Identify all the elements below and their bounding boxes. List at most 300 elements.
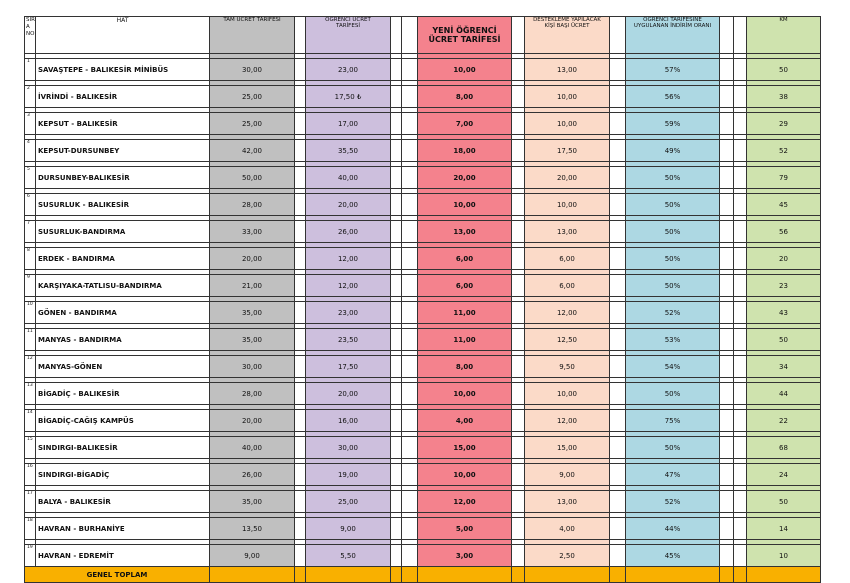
tam-ucret-value: 33,00 — [210, 221, 295, 243]
row-number: 11 — [25, 329, 36, 351]
destekleme-value: 10,00 — [525, 383, 610, 405]
spacer-cell — [402, 221, 418, 243]
spacer-cell — [512, 437, 525, 459]
tam-ucret-value: 42,00 — [210, 140, 295, 162]
km-value: 50 — [747, 491, 821, 513]
yeni-ogrenci-value: 18,00 — [418, 140, 512, 162]
spacer-cell — [512, 17, 525, 54]
header-yeni-ogrenci: YENİ ÖĞRENCİ ÜCRET TARİFESİ — [418, 17, 512, 54]
ogrenci-ucret-value: 19,00 — [306, 464, 391, 486]
km-value: 38 — [747, 86, 821, 108]
destekleme-value: 2,50 — [525, 545, 610, 567]
spacer-cell — [391, 248, 402, 270]
ogrenci-ucret-value: 35,50 — [306, 140, 391, 162]
spacer-cell — [512, 275, 525, 297]
spacer-cell — [610, 86, 626, 108]
spacer-cell — [734, 464, 747, 486]
route-name: KARŞIYAKA-TATLISU-BANDIRMA — [36, 275, 210, 297]
spacer-cell — [734, 545, 747, 567]
tam-ucret-value: 9,00 — [210, 545, 295, 567]
spacer-cell — [402, 464, 418, 486]
total-cell — [720, 567, 734, 583]
spacer-cell — [512, 464, 525, 486]
spacer-cell — [295, 410, 306, 432]
spacer-cell — [610, 545, 626, 567]
indirim-orani-value: 50% — [626, 248, 720, 270]
spacer-cell — [512, 113, 525, 135]
yeni-ogrenci-value: 6,00 — [418, 248, 512, 270]
tam-ucret-value: 30,00 — [210, 59, 295, 81]
row-number: 9 — [25, 275, 36, 297]
table-row — [25, 140, 821, 162]
spacer-cell — [402, 167, 418, 189]
header-km: KM — [747, 17, 821, 54]
spacer-cell — [720, 302, 734, 324]
tam-ucret-value: 30,00 — [210, 356, 295, 378]
route-name: SAVAŞTEPE - BALIKESİR MİNİBÜS — [36, 59, 210, 81]
total-cell — [306, 567, 391, 583]
destekleme-value: 13,00 — [525, 59, 610, 81]
route-name: SINDIRGI-BİGADİÇ — [36, 464, 210, 486]
indirim-orani-value: 75% — [626, 410, 720, 432]
route-name: BALYA - BALIKESİR — [36, 491, 210, 513]
spacer-cell — [295, 167, 306, 189]
spacer-cell — [391, 518, 402, 540]
ogrenci-ucret-value: 25,00 — [306, 491, 391, 513]
spacer-cell — [610, 221, 626, 243]
spacer-cell — [610, 275, 626, 297]
row-number: 17 — [25, 491, 36, 513]
spacer-cell — [391, 221, 402, 243]
spacer-cell — [734, 113, 747, 135]
tam-ucret-value: 25,00 — [210, 113, 295, 135]
spacer-cell — [734, 383, 747, 405]
total-cell — [747, 567, 821, 583]
spacer-cell — [402, 383, 418, 405]
table-row — [25, 275, 821, 297]
spacer-cell — [391, 356, 402, 378]
spacer-cell — [391, 545, 402, 567]
spacer-cell — [295, 59, 306, 81]
total-cell — [210, 567, 295, 583]
km-value: 23 — [747, 275, 821, 297]
destekleme-value: 12,00 — [525, 302, 610, 324]
spacer-cell — [512, 302, 525, 324]
total-cell — [610, 567, 626, 583]
route-name: KEPSUT - BALIKESİR — [36, 113, 210, 135]
destekleme-value: 20,00 — [525, 167, 610, 189]
destekleme-value: 10,00 — [525, 113, 610, 135]
spacer-cell — [512, 329, 525, 351]
spacer-cell — [610, 437, 626, 459]
table-row — [25, 545, 821, 567]
yeni-ogrenci-value: 15,00 — [418, 437, 512, 459]
spacer-cell — [610, 356, 626, 378]
route-name: HAVRAN - EDREMİT — [36, 545, 210, 567]
table-row — [25, 302, 821, 324]
spacer-cell — [402, 437, 418, 459]
total-cell — [295, 567, 306, 583]
spacer-cell — [295, 356, 306, 378]
spacer-cell — [512, 545, 525, 567]
row-number: 4 — [25, 140, 36, 162]
tam-ucret-value: 40,00 — [210, 437, 295, 459]
spacer-cell — [720, 17, 734, 54]
km-value: 10 — [747, 545, 821, 567]
spacer-cell — [402, 194, 418, 216]
spacer-cell — [512, 356, 525, 378]
spacer-cell — [295, 545, 306, 567]
spacer-cell — [734, 275, 747, 297]
destekleme-value: 9,50 — [525, 356, 610, 378]
km-value: 43 — [747, 302, 821, 324]
ogrenci-ucret-value: 9,00 — [306, 518, 391, 540]
spacer-cell — [295, 17, 306, 54]
tam-ucret-value: 50,00 — [210, 167, 295, 189]
spacer-cell — [734, 167, 747, 189]
indirim-orani-value: 50% — [626, 383, 720, 405]
row-number: 18 — [25, 518, 36, 540]
table-row — [25, 167, 821, 189]
route-name: MANYAS - BANDIRMA — [36, 329, 210, 351]
yeni-ogrenci-value: 8,00 — [418, 356, 512, 378]
ogrenci-ucret-value: 17,50 — [306, 356, 391, 378]
row-number: 6 — [25, 194, 36, 216]
km-value: 68 — [747, 437, 821, 459]
spacer-cell — [402, 140, 418, 162]
spacer-cell — [734, 221, 747, 243]
row-number: 8 — [25, 248, 36, 270]
tariff-table — [24, 16, 821, 583]
destekleme-value: 13,00 — [525, 491, 610, 513]
row-number: 14 — [25, 410, 36, 432]
route-name: HAVRAN - BURHANİYE — [36, 518, 210, 540]
spacer-cell — [720, 86, 734, 108]
indirim-orani-value: 50% — [626, 194, 720, 216]
row-number: 16 — [25, 464, 36, 486]
km-value: 14 — [747, 518, 821, 540]
ogrenci-ucret-value: 17,00 — [306, 113, 391, 135]
route-name: ERDEK - BANDIRMA — [36, 248, 210, 270]
spacer-cell — [391, 17, 402, 54]
spacer-cell — [512, 221, 525, 243]
row-number: 19 — [25, 545, 36, 567]
table-row — [25, 113, 821, 135]
spacer-cell — [391, 275, 402, 297]
route-name: GÖNEN - BANDIRMA — [36, 302, 210, 324]
table-row — [25, 356, 821, 378]
indirim-orani-value: 50% — [626, 437, 720, 459]
spacer-cell — [295, 248, 306, 270]
indirim-orani-value: 50% — [626, 221, 720, 243]
ogrenci-ucret-value: 30,00 — [306, 437, 391, 459]
indirim-orani-value: 52% — [626, 491, 720, 513]
spacer-cell — [720, 545, 734, 567]
destekleme-value: 12,00 — [525, 410, 610, 432]
ogrenci-ucret-value: 26,00 — [306, 221, 391, 243]
spacer-cell — [734, 329, 747, 351]
yeni-ogrenci-value: 3,00 — [418, 545, 512, 567]
spacer-cell — [402, 275, 418, 297]
spacer-cell — [402, 545, 418, 567]
yeni-ogrenci-value: 20,00 — [418, 167, 512, 189]
yeni-ogrenci-value: 4,00 — [418, 410, 512, 432]
total-row — [25, 567, 821, 583]
indirim-orani-value: 44% — [626, 518, 720, 540]
indirim-orani-value: 49% — [626, 140, 720, 162]
indirim-orani-value: 53% — [626, 329, 720, 351]
indirim-orani-value: 45% — [626, 545, 720, 567]
route-name: BİGADİÇ-CAĞIŞ KAMPÜS — [36, 410, 210, 432]
header-destekleme: DESTEKLEME YAPILACAK KİŞİ BAŞI ÜCRET — [525, 17, 610, 54]
spacer-cell — [295, 437, 306, 459]
spacer-cell — [720, 464, 734, 486]
table-row — [25, 194, 821, 216]
indirim-orani-value: 50% — [626, 275, 720, 297]
destekleme-value: 6,00 — [525, 275, 610, 297]
yeni-ogrenci-value: 10,00 — [418, 194, 512, 216]
destekleme-value: 10,00 — [525, 194, 610, 216]
table-row — [25, 383, 821, 405]
ogrenci-ucret-value: 23,00 — [306, 59, 391, 81]
spacer-cell — [295, 275, 306, 297]
route-name: SUSURLUK - BALIKESİR — [36, 194, 210, 216]
ogrenci-ucret-value: 12,00 — [306, 275, 391, 297]
total-cell — [512, 567, 525, 583]
spacer-cell — [734, 194, 747, 216]
yeni-ogrenci-value: 10,00 — [418, 59, 512, 81]
table-row — [25, 59, 821, 81]
yeni-ogrenci-value: 13,00 — [418, 221, 512, 243]
spacer-cell — [295, 194, 306, 216]
spacer-cell — [512, 410, 525, 432]
spacer-cell — [402, 491, 418, 513]
spacer-cell — [512, 383, 525, 405]
spacer-cell — [610, 167, 626, 189]
yeni-ogrenci-value: 12,00 — [418, 491, 512, 513]
destekleme-value: 17,50 — [525, 140, 610, 162]
row-number: 3 — [25, 113, 36, 135]
spacer-cell — [734, 248, 747, 270]
header-indirim-orani: ÖĞRENCİ TARİFESİNE UYGULANAN İNDİRİM ORANI — [626, 17, 720, 54]
tam-ucret-value: 20,00 — [210, 248, 295, 270]
spacer-cell — [391, 194, 402, 216]
indirim-orani-value: 50% — [626, 167, 720, 189]
yeni-ogrenci-value: 11,00 — [418, 302, 512, 324]
row-number: 5 — [25, 167, 36, 189]
header-hat: HAT — [36, 17, 210, 54]
spacer-cell — [512, 491, 525, 513]
spacer-cell — [734, 86, 747, 108]
spacer-cell — [512, 518, 525, 540]
spacer-cell — [295, 329, 306, 351]
spacer-cell — [295, 140, 306, 162]
spacer-cell — [610, 329, 626, 351]
route-name: BİGADİÇ - BALIKESİR — [36, 383, 210, 405]
km-value: 50 — [747, 329, 821, 351]
total-cell — [525, 567, 610, 583]
table-row — [25, 491, 821, 513]
spacer-cell — [402, 59, 418, 81]
tam-ucret-value: 20,00 — [210, 410, 295, 432]
route-name: DURSUNBEY-BALIKESİR — [36, 167, 210, 189]
row-number: 1 — [25, 59, 36, 81]
indirim-orani-value: 59% — [626, 113, 720, 135]
spacer-cell — [720, 410, 734, 432]
table-row — [25, 437, 821, 459]
spacer-cell — [402, 518, 418, 540]
row-number: 7 — [25, 221, 36, 243]
spacer-cell — [391, 464, 402, 486]
yeni-ogrenci-value: 10,00 — [418, 464, 512, 486]
header-tam-ucret: TAM ÜCRET TARİFESİ — [210, 17, 295, 54]
spacer-cell — [734, 356, 747, 378]
route-name: SINDIRGI-BALIKESİR — [36, 437, 210, 459]
spacer-cell — [610, 410, 626, 432]
km-value: 20 — [747, 248, 821, 270]
row-number: 13 — [25, 383, 36, 405]
tam-ucret-value: 25,00 — [210, 86, 295, 108]
km-value: 79 — [747, 167, 821, 189]
spacer-cell — [402, 86, 418, 108]
spacer-cell — [402, 329, 418, 351]
yeni-ogrenci-value: 7,00 — [418, 113, 512, 135]
spacer-cell — [295, 302, 306, 324]
tam-ucret-value: 28,00 — [210, 194, 295, 216]
tam-ucret-value: 35,00 — [210, 329, 295, 351]
spacer-cell — [720, 518, 734, 540]
row-number: 10 — [25, 302, 36, 324]
spacer-cell — [295, 491, 306, 513]
spacer-cell — [720, 383, 734, 405]
spacer-cell — [512, 248, 525, 270]
total-label: GENEL TOPLAM — [25, 567, 210, 583]
destekleme-value: 13,00 — [525, 221, 610, 243]
spacer-cell — [610, 140, 626, 162]
ogrenci-ucret-value: 20,00 — [306, 383, 391, 405]
spacer-cell — [512, 167, 525, 189]
spacer-cell — [734, 17, 747, 54]
total-cell — [391, 567, 402, 583]
spacer-cell — [391, 86, 402, 108]
km-value: 56 — [747, 221, 821, 243]
table-row — [25, 329, 821, 351]
spacer-cell — [720, 437, 734, 459]
route-name: KEPSUT-DURSUNBEY — [36, 140, 210, 162]
table-row — [25, 464, 821, 486]
spacer-cell — [720, 275, 734, 297]
spacer-cell — [720, 194, 734, 216]
header-row — [25, 17, 821, 54]
table-row — [25, 518, 821, 540]
ogrenci-ucret-value: 16,00 — [306, 410, 391, 432]
spacer-cell — [610, 17, 626, 54]
spacer-cell — [720, 140, 734, 162]
km-value: 29 — [747, 113, 821, 135]
spacer-cell — [720, 356, 734, 378]
spacer-cell — [610, 491, 626, 513]
spacer-cell — [720, 167, 734, 189]
spacer-cell — [720, 248, 734, 270]
tam-ucret-value: 26,00 — [210, 464, 295, 486]
spacer-cell — [720, 329, 734, 351]
row-number: 12 — [25, 356, 36, 378]
spacer-cell — [295, 464, 306, 486]
table-body — [25, 17, 821, 583]
total-cell — [418, 567, 512, 583]
spacer-cell — [295, 221, 306, 243]
route-name: SUSURLUK-BANDIRMA — [36, 221, 210, 243]
total-cell — [402, 567, 418, 583]
spacer-cell — [391, 59, 402, 81]
km-value: 34 — [747, 356, 821, 378]
spacer-cell — [734, 140, 747, 162]
spacer-cell — [512, 194, 525, 216]
spacer-cell — [720, 113, 734, 135]
indirim-orani-value: 47% — [626, 464, 720, 486]
row-number: 15 — [25, 437, 36, 459]
destekleme-value: 10,00 — [525, 86, 610, 108]
yeni-ogrenci-value: 5,00 — [418, 518, 512, 540]
spacer-cell — [610, 113, 626, 135]
destekleme-value: 15,00 — [525, 437, 610, 459]
spacer-cell — [734, 59, 747, 81]
table-row — [25, 248, 821, 270]
yeni-ogrenci-value: 8,00 — [418, 86, 512, 108]
row-number: 2 — [25, 86, 36, 108]
spacer-cell — [610, 518, 626, 540]
spacer-cell — [391, 113, 402, 135]
spacer-cell — [391, 302, 402, 324]
km-value: 22 — [747, 410, 821, 432]
table-row — [25, 221, 821, 243]
spacer-cell — [720, 59, 734, 81]
header-sira-no: SIR A NO — [25, 17, 36, 54]
ogrenci-ucret-value: 40,00 — [306, 167, 391, 189]
yeni-ogrenci-value: 11,00 — [418, 329, 512, 351]
spacer-cell — [295, 383, 306, 405]
destekleme-value: 6,00 — [525, 248, 610, 270]
tam-ucret-value: 35,00 — [210, 491, 295, 513]
spacer-cell — [610, 194, 626, 216]
spacer-cell — [734, 491, 747, 513]
spacer-cell — [610, 383, 626, 405]
spacer-cell — [610, 464, 626, 486]
spacer-cell — [402, 356, 418, 378]
tam-ucret-value: 28,00 — [210, 383, 295, 405]
indirim-orani-value: 56% — [626, 86, 720, 108]
ogrenci-ucret-value: 5,50 — [306, 545, 391, 567]
ogrenci-ucret-value: 17,50 ₺ — [306, 86, 391, 108]
spacer-cell — [402, 113, 418, 135]
spacer-cell — [391, 329, 402, 351]
tam-ucret-value: 13,50 — [210, 518, 295, 540]
spacer-cell — [402, 302, 418, 324]
spacer-cell — [295, 113, 306, 135]
tariff-sheet — [24, 16, 821, 583]
spacer-cell — [295, 518, 306, 540]
km-value: 24 — [747, 464, 821, 486]
spacer-cell — [512, 140, 525, 162]
route-name: MANYAS-GÖNEN — [36, 356, 210, 378]
spacer-cell — [391, 167, 402, 189]
spacer-cell — [734, 302, 747, 324]
spacer-cell — [391, 491, 402, 513]
spacer-cell — [391, 383, 402, 405]
spacer-cell — [391, 140, 402, 162]
spacer-cell — [512, 86, 525, 108]
ogrenci-ucret-value: 23,00 — [306, 302, 391, 324]
